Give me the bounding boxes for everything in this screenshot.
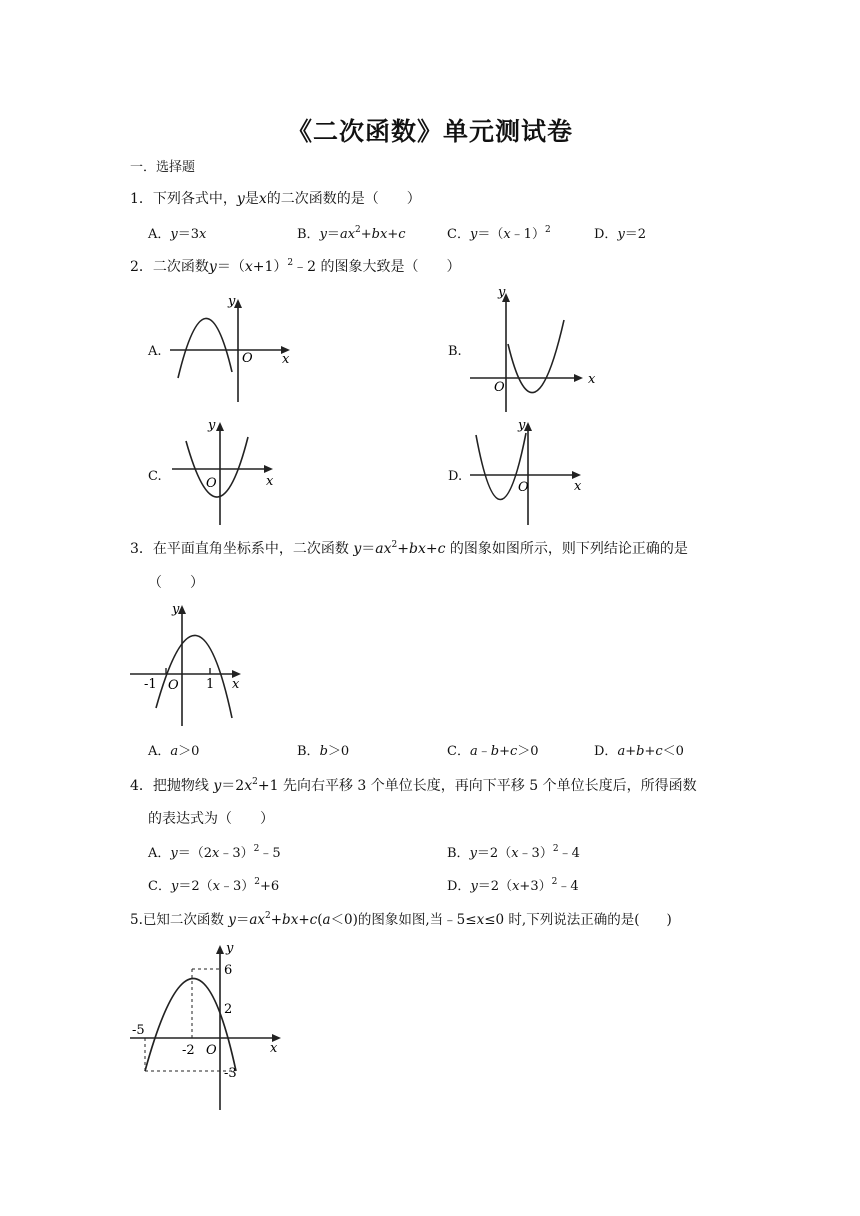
q3-option-d[interactable]: D．a+b+c＜0 <box>594 744 684 759</box>
q2-graph-c <box>168 415 288 530</box>
q4-option-c[interactable]: C．y＝2（x﹣3）$^2$+6 <box>148 877 280 894</box>
q1-option-b[interactable]: B．$y=ax^2+bx+c$ <box>297 225 406 242</box>
svg-text:O: O <box>168 678 179 693</box>
q4-option-a[interactable]: A．y＝（2x﹣3）$^2$﹣5 <box>148 844 281 861</box>
svg-text:1: 1 <box>206 677 215 692</box>
q3-option-b[interactable]: B．b＞0 <box>297 744 350 759</box>
svg-text:6: 6 <box>224 963 233 978</box>
svg-text:O: O <box>242 351 253 366</box>
svg-text:O: O <box>206 1043 217 1058</box>
svg-text:O: O <box>494 380 505 395</box>
question-2-stem: 2．二次函数$y=(x+1)^2﹣2$ 的图象大致是（ ） <box>130 258 461 275</box>
svg-text:y: y <box>226 941 234 956</box>
question-4-stem-cont: 的表达式为（ ） <box>148 811 274 827</box>
q2-option-a-label[interactable]: A. <box>148 344 162 359</box>
q3-graph <box>128 598 258 728</box>
q2-option-d-label[interactable]: D. <box>448 469 463 484</box>
q2-option-c-label[interactable]: C. <box>148 469 162 484</box>
q2-graph-a <box>166 290 306 405</box>
q5-graph <box>128 938 288 1113</box>
question-5-stem: 5.已知二次函数 $y=ax^2+bx+c(a<0)$的图象如图,当﹣5≤x≤0 时,下列说法正确的是( ) <box>130 911 672 928</box>
question-4-stem: 4．把抛物线 $y=2x^2+1$ 先向右平移 3 个单位长度，再向下平移 5 个单位长度后，所得函数 <box>130 777 697 794</box>
q4-option-d[interactable]: D．$y=2(x+3)^2﹣4$ <box>447 877 579 894</box>
q2-option-b-label[interactable]: B. <box>448 344 462 359</box>
q2-graph-d <box>466 415 596 530</box>
svg-text:x: x <box>266 474 274 489</box>
q4-option-b[interactable]: B．y＝2（x﹣3）$^2$﹣4 <box>447 844 580 861</box>
q1-option-d[interactable]: D．y＝2 <box>594 227 647 242</box>
svg-text:x: x <box>282 352 290 367</box>
svg-text:-2: -2 <box>182 1043 195 1058</box>
svg-text:-5: -5 <box>132 1023 145 1038</box>
svg-text:x: x <box>588 372 596 387</box>
q2-graph-b <box>466 282 606 417</box>
svg-text:y: y <box>228 294 236 309</box>
svg-text:x: x <box>270 1041 278 1056</box>
svg-text:O: O <box>518 480 529 495</box>
svg-text:y: y <box>518 418 526 433</box>
svg-text:-3: -3 <box>224 1066 237 1081</box>
page-title: 《二次函数》单元测试卷 <box>286 117 573 146</box>
svg-text:x: x <box>574 479 582 494</box>
section-heading: 一．选择题 <box>130 160 196 175</box>
q1-option-a[interactable]: A．y＝3x <box>148 227 207 242</box>
svg-text:O: O <box>206 476 217 491</box>
question-3-stem: 3．在平面直角坐标系中，二次函数 $y=ax^2+bx+c$ 的图象如图所示，则下列结论正确的是 <box>130 540 688 557</box>
svg-text:-1: -1 <box>144 677 157 692</box>
svg-text:y: y <box>172 602 180 617</box>
q3-option-a[interactable]: A．a＞0 <box>148 744 200 759</box>
question-3-stem-cont: （ ） <box>148 575 204 591</box>
svg-text:y: y <box>208 418 216 433</box>
svg-text:y: y <box>498 285 506 300</box>
svg-text:2: 2 <box>224 1002 233 1017</box>
svg-text:x: x <box>232 677 240 692</box>
question-1-stem: 1．下列各式中，y是x的二次函数的是（ ） <box>130 191 421 207</box>
q3-option-c[interactable]: C．a﹣b+c＞0 <box>447 744 539 759</box>
q1-option-c[interactable]: C．y＝（x﹣1）$^2$ <box>447 225 551 242</box>
